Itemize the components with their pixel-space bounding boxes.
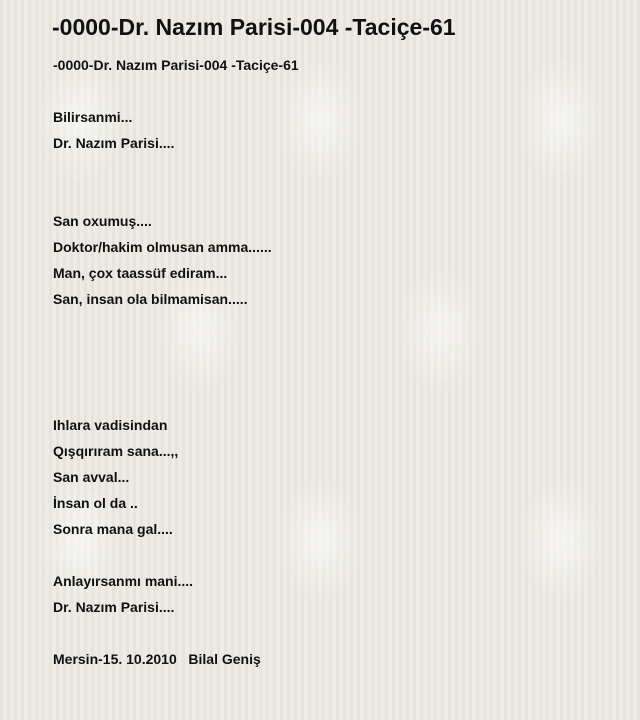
poem-line: Ihlara vadisindan xyxy=(53,417,168,433)
poem-line: İnsan ol da .. xyxy=(53,495,138,511)
poem-line: Qışqırıram sana...,, xyxy=(53,443,179,459)
poem-subtitle: -0000-Dr. Nazım Parisi-004 -Taciçe-61 xyxy=(53,57,299,73)
poem-line: Dr. Nazım Parisi.... xyxy=(53,599,175,615)
poem-line: Dr. Nazım Parisi.... xyxy=(53,135,175,151)
poem-line: San avval... xyxy=(53,469,130,485)
signature: Mersin-15. 10.2010 Bilal Geniş xyxy=(53,651,261,667)
poem-line: San oxumuş.... xyxy=(53,213,152,229)
poem-line: Doktor/hakim olmusan amma...... xyxy=(53,239,272,255)
poem-line: Anlayırsanmı mani.... xyxy=(53,573,194,589)
poem-line: Bilirsanmi... xyxy=(53,109,133,125)
poem-line: San, insan ola bilmamisan..... xyxy=(53,291,248,307)
poem-line: Man, çox taassüf ediram... xyxy=(53,265,228,281)
poem-title: -0000-Dr. Nazım Parisi-004 -Taciçe-61 xyxy=(52,14,456,40)
poem-line: Sonra mana gal.... xyxy=(53,521,173,537)
